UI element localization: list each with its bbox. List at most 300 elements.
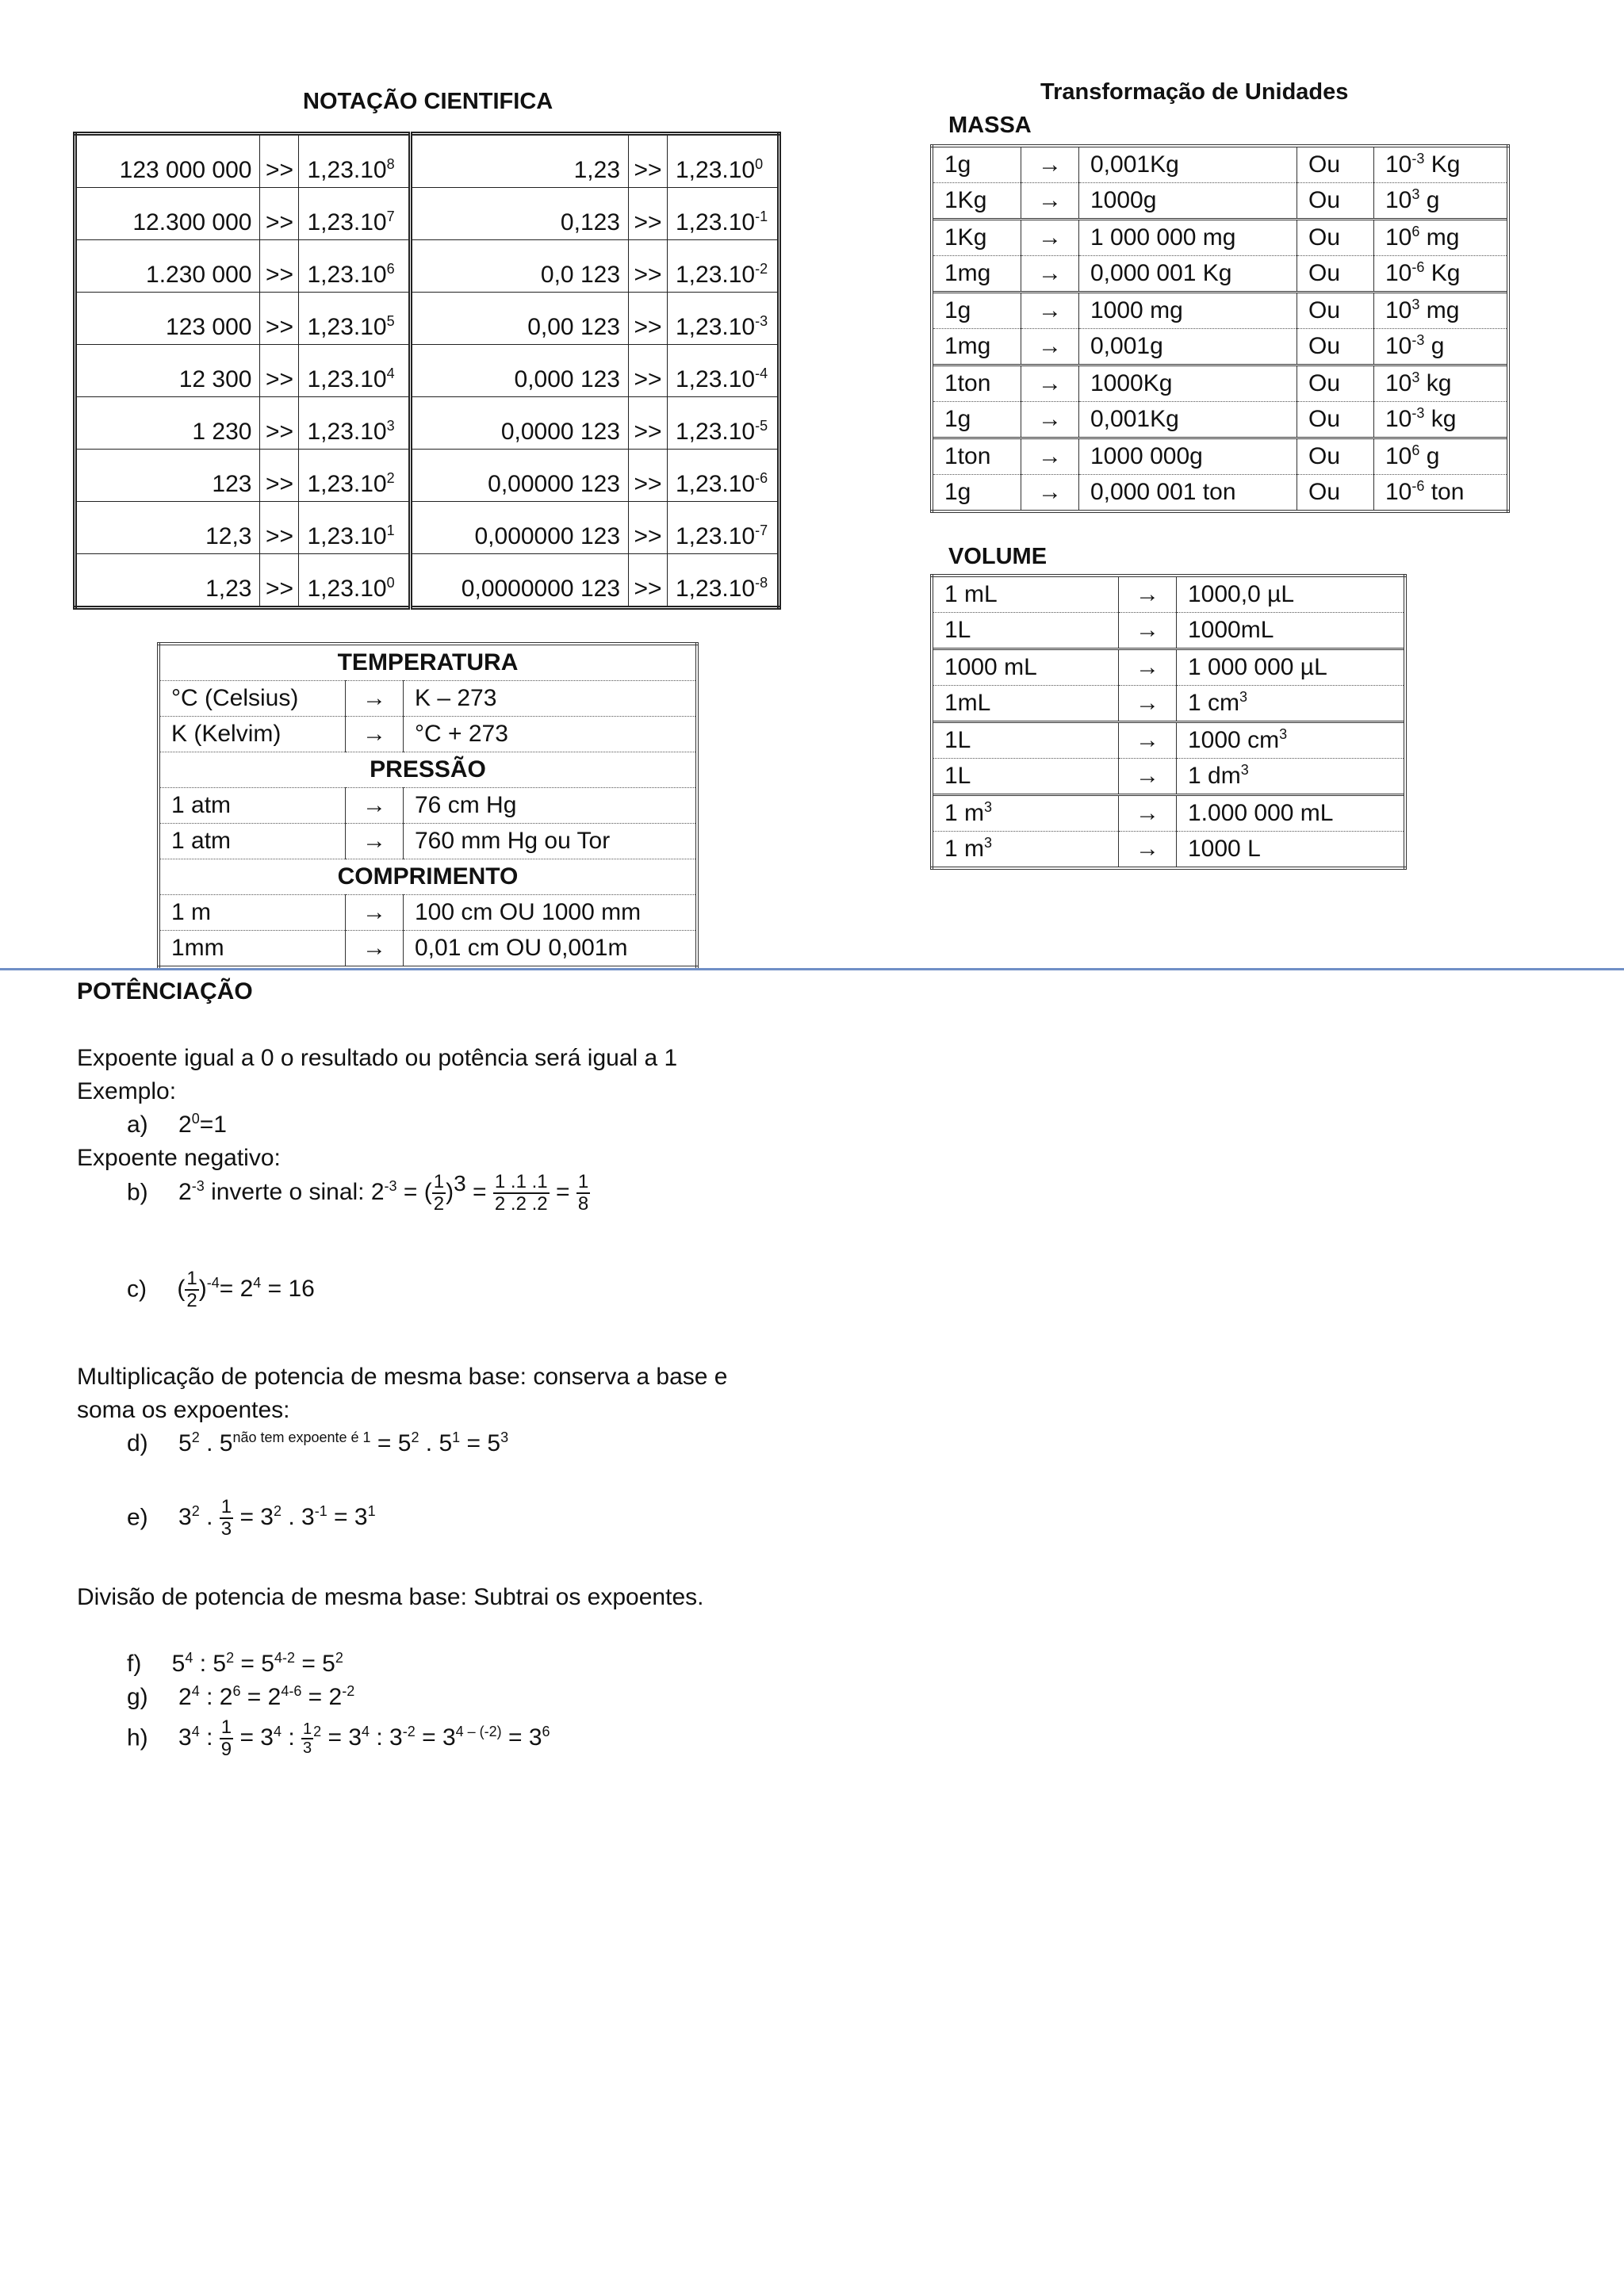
arrow-icon: → bbox=[1021, 475, 1079, 512]
div-rule: Divisão de potencia de mesma base: Subtrai os expoentes. bbox=[77, 1584, 704, 1610]
massa-ou: Ou bbox=[1297, 475, 1374, 512]
power-exp: 3 bbox=[1411, 369, 1420, 385]
sci-row bbox=[75, 345, 779, 397]
massa-ou: Ou bbox=[1297, 220, 1374, 256]
sci-base: 1,23.10 bbox=[307, 157, 387, 183]
sci-decimal: 0,00 123 bbox=[411, 293, 629, 345]
power-exp: -3 bbox=[1411, 151, 1425, 166]
arrow-icon: → bbox=[346, 895, 404, 931]
pressure-to: 760 mm Hg ou Tor bbox=[404, 824, 698, 859]
massa-power bbox=[1374, 329, 1509, 365]
section-divider bbox=[0, 968, 1624, 970]
mult-rule-2: soma os expoentes: bbox=[77, 1397, 290, 1423]
pressure-from: 1 atm bbox=[159, 788, 346, 824]
sci-result bbox=[299, 134, 411, 188]
sci-decimal: 0,0000000 123 bbox=[411, 554, 629, 608]
volume-to bbox=[1177, 576, 1406, 613]
length-from: 1 m bbox=[159, 895, 346, 931]
arrow-icon: → bbox=[346, 717, 404, 752]
massa-from: 1mg bbox=[932, 256, 1021, 293]
massa-ou: Ou bbox=[1297, 329, 1374, 365]
sci-base: 1,23.10 bbox=[676, 262, 756, 288]
volume-to-exp: 3 bbox=[1279, 726, 1288, 742]
sci-base: 1,23.10 bbox=[676, 209, 756, 235]
exp-note: não tem expoente é 1 bbox=[232, 1429, 371, 1445]
sci-row bbox=[75, 134, 779, 188]
power-unit: kg bbox=[1424, 406, 1457, 432]
sci-decimal: 12,3 bbox=[75, 502, 260, 554]
zero-rule: Expoente igual a 0 o resultado ou potência será igual a 1 bbox=[77, 1045, 678, 1071]
sci-decimal: 0,00000 123 bbox=[411, 450, 629, 502]
massa-row bbox=[932, 438, 1508, 475]
power-base: 10 bbox=[1385, 443, 1412, 469]
sci-row bbox=[75, 293, 779, 345]
volume-to-value: 1 000 000 µL bbox=[1188, 654, 1327, 680]
volume-from-value: 1mL bbox=[944, 690, 991, 716]
massa-to: 0,001g bbox=[1079, 329, 1297, 365]
massa-ou: Ou bbox=[1297, 438, 1374, 475]
sci-sep: >> bbox=[629, 397, 668, 450]
length-header: COMPRIMENTO bbox=[159, 859, 697, 895]
pot-title: POTÊNCIAÇÃO bbox=[77, 978, 253, 1004]
sci-result bbox=[668, 240, 779, 293]
sci-decimal: 0,123 bbox=[411, 188, 629, 240]
pressure-from: 1 atm bbox=[159, 824, 346, 859]
item-g: g) $2^4$ : $2^6 = 2^{4-6} = 2^{-2}$ bbox=[127, 1683, 355, 1710]
massa-label: MASSA bbox=[948, 113, 1032, 138]
massa-row bbox=[932, 220, 1508, 256]
sci-exp: 0 bbox=[386, 575, 395, 591]
sci-exp: -2 bbox=[755, 261, 768, 277]
volume-from bbox=[932, 795, 1119, 832]
item-c-marker: c) bbox=[127, 1276, 147, 1303]
temperature-row bbox=[159, 717, 697, 752]
massa-row bbox=[932, 475, 1508, 512]
volume-row bbox=[932, 613, 1405, 649]
sci-row bbox=[75, 502, 779, 554]
power-base: 10 bbox=[1385, 297, 1412, 323]
massa-from: 1Kg bbox=[932, 220, 1021, 256]
sci-decimal: 123 bbox=[75, 450, 260, 502]
power-unit: ton bbox=[1424, 479, 1465, 505]
power-unit: g bbox=[1419, 443, 1440, 469]
volume-from-exp: 3 bbox=[984, 835, 993, 851]
arrow-icon: → bbox=[1119, 722, 1177, 759]
volume-to-value: 1000 cm bbox=[1188, 727, 1280, 753]
sci-sep: >> bbox=[260, 134, 299, 188]
length-header-row bbox=[159, 859, 697, 895]
sci-result bbox=[299, 502, 411, 554]
sci-exp: -4 bbox=[755, 365, 768, 381]
mult-rule-1: Multiplicação de potencia de mesma base: conserva a base e bbox=[77, 1364, 728, 1390]
sci-decimal: 123 000 bbox=[75, 293, 260, 345]
sci-exp: -6 bbox=[755, 470, 768, 486]
temperature-row bbox=[159, 681, 697, 717]
sci-row bbox=[75, 554, 779, 608]
power-base: 10 bbox=[1385, 187, 1412, 213]
power-exp: -3 bbox=[1411, 332, 1425, 348]
sci-sep: >> bbox=[629, 240, 668, 293]
exemplo-label: Exemplo: bbox=[77, 1078, 177, 1104]
sci-decimal: 0,0000 123 bbox=[411, 397, 629, 450]
arrow-icon: → bbox=[1021, 438, 1079, 475]
volume-to-value: 1000mL bbox=[1188, 617, 1274, 643]
arrow-icon: → bbox=[346, 824, 404, 859]
sci-result bbox=[299, 397, 411, 450]
massa-power bbox=[1374, 475, 1509, 512]
volume-from-exp: 3 bbox=[984, 799, 993, 815]
length-row bbox=[159, 931, 697, 968]
item-g-marker: g) bbox=[127, 1684, 148, 1710]
volume-from bbox=[932, 722, 1119, 759]
power-exp: -6 bbox=[1411, 478, 1425, 494]
massa-row bbox=[932, 365, 1508, 402]
sci-exp: -3 bbox=[755, 313, 768, 329]
pressure-row bbox=[159, 788, 697, 824]
temperature-to: °C + 273 bbox=[404, 717, 698, 752]
item-h-marker: h) bbox=[127, 1724, 148, 1751]
volume-to-value: 1000,0 µL bbox=[1188, 581, 1295, 607]
sci-exp: 0 bbox=[755, 156, 764, 172]
temp-press-length-table bbox=[157, 642, 699, 969]
sci-sep: >> bbox=[629, 450, 668, 502]
sci-result bbox=[668, 188, 779, 240]
massa-power bbox=[1374, 365, 1509, 402]
massa-to: 0,001Kg bbox=[1079, 146, 1297, 183]
massa-row bbox=[932, 402, 1508, 438]
arrow-icon: → bbox=[1021, 402, 1079, 438]
pressure-header: PRESSÃO bbox=[159, 752, 697, 788]
arrow-icon: → bbox=[1119, 613, 1177, 649]
sci-result bbox=[299, 240, 411, 293]
sci-exp: 2 bbox=[386, 470, 395, 486]
sci-result bbox=[668, 397, 779, 450]
power-exp: 3 bbox=[1411, 297, 1420, 312]
length-row bbox=[159, 895, 697, 931]
sci-row bbox=[75, 188, 779, 240]
volume-from bbox=[932, 832, 1119, 869]
sci-result bbox=[668, 134, 779, 188]
sci-base: 1,23.10 bbox=[307, 419, 387, 445]
massa-to: 0,000 001 Kg bbox=[1079, 256, 1297, 293]
sci-base: 1,23.10 bbox=[307, 523, 387, 549]
sci-exp: 3 bbox=[386, 418, 395, 434]
sci-sep: >> bbox=[260, 293, 299, 345]
sci-row bbox=[75, 240, 779, 293]
sci-result bbox=[299, 345, 411, 397]
volume-row bbox=[932, 759, 1405, 795]
sci-sep: >> bbox=[629, 134, 668, 188]
sci-result bbox=[668, 450, 779, 502]
volume-to-value: 1 dm bbox=[1188, 763, 1241, 789]
neg-rule: Expoente negativo: bbox=[77, 1145, 281, 1171]
massa-power bbox=[1374, 146, 1509, 183]
sci-base: 1,23.10 bbox=[676, 157, 756, 183]
sci-result bbox=[299, 554, 411, 608]
item-a: a) $2^0=1$ bbox=[127, 1111, 227, 1138]
massa-to: 0,001Kg bbox=[1079, 402, 1297, 438]
massa-from: 1g bbox=[932, 146, 1021, 183]
sci-exp: 8 bbox=[386, 156, 395, 172]
power-exp: 6 bbox=[1411, 442, 1420, 458]
arrow-icon: → bbox=[1021, 293, 1079, 329]
volume-to bbox=[1177, 613, 1406, 649]
item-b-marker: b) bbox=[127, 1179, 148, 1206]
power-exp: 6 bbox=[1411, 224, 1420, 239]
volume-from bbox=[932, 759, 1119, 795]
sci-exp: 6 bbox=[386, 261, 395, 277]
massa-ou: Ou bbox=[1297, 402, 1374, 438]
sci-base: 1,23.10 bbox=[676, 314, 756, 340]
volume-to bbox=[1177, 795, 1406, 832]
massa-from: 1mg bbox=[932, 329, 1021, 365]
sci-decimal: 123 000 000 bbox=[75, 134, 260, 188]
temperature-from: K (Kelvim) bbox=[159, 717, 346, 752]
power-exp: -6 bbox=[1411, 259, 1425, 275]
item-h: h) $3^4$ : $\frac{1}{9}$ = $3^4$ : $\frac{1}{3}$ $^2 = 3^4$ : $3^{-2} = 3^{4 - (-2)} = 3^6$ bbox=[127, 1716, 550, 1761]
item-c: c) ( $\frac{1}{2}$ )$^{-4}= 2^4 = 16$ bbox=[127, 1268, 315, 1312]
item-d: d) $5^2$ . $5^{não tem expoente é 1} = 5^2$ . $5^1 = 5^3$ bbox=[127, 1429, 509, 1456]
massa-from: 1ton bbox=[932, 365, 1021, 402]
sci-base: 1,23.10 bbox=[307, 314, 387, 340]
volume-from-value: 1 m bbox=[944, 836, 985, 862]
massa-from: 1g bbox=[932, 475, 1021, 512]
sci-base: 1,23.10 bbox=[676, 523, 756, 549]
sci-sep: >> bbox=[629, 345, 668, 397]
sci-base: 1,23.10 bbox=[676, 576, 756, 602]
sci-exp: -5 bbox=[755, 418, 768, 434]
volume-label: VOLUME bbox=[948, 544, 1048, 569]
pressure-to: 76 cm Hg bbox=[404, 788, 698, 824]
arrow-icon: → bbox=[1021, 220, 1079, 256]
massa-ou: Ou bbox=[1297, 146, 1374, 183]
volume-to-value: 1.000 000 mL bbox=[1188, 800, 1334, 826]
volume-to bbox=[1177, 832, 1406, 869]
power-unit: Kg bbox=[1424, 260, 1461, 286]
massa-to: 1000 mg bbox=[1079, 293, 1297, 329]
massa-ou: Ou bbox=[1297, 293, 1374, 329]
sci-sep: >> bbox=[260, 554, 299, 608]
power-unit: g bbox=[1419, 187, 1440, 213]
volume-to bbox=[1177, 686, 1406, 722]
volume-to-value: 1 cm bbox=[1188, 690, 1240, 716]
volume-from-value: 1 mL bbox=[944, 581, 998, 607]
massa-to: 0,000 001 ton bbox=[1079, 475, 1297, 512]
sci-decimal: 12.300 000 bbox=[75, 188, 260, 240]
massa-to: 1000 000g bbox=[1079, 438, 1297, 475]
power-unit: kg bbox=[1419, 370, 1452, 396]
sci-sep: >> bbox=[260, 397, 299, 450]
arrow-icon: → bbox=[1021, 329, 1079, 365]
massa-from: 1ton bbox=[932, 438, 1021, 475]
temperature-header-row bbox=[159, 644, 697, 681]
power-base: 10 bbox=[1385, 406, 1412, 432]
temperature-to: K – 273 bbox=[404, 681, 698, 717]
arrow-icon: → bbox=[346, 681, 404, 717]
massa-power bbox=[1374, 220, 1509, 256]
sci-sep: >> bbox=[629, 502, 668, 554]
massa-row bbox=[932, 256, 1508, 293]
massa-ou: Ou bbox=[1297, 183, 1374, 220]
arrow-icon: → bbox=[1119, 576, 1177, 613]
arrow-icon: → bbox=[1119, 795, 1177, 832]
power-exp: 3 bbox=[1411, 186, 1420, 202]
massa-row bbox=[932, 146, 1508, 183]
arrow-icon: → bbox=[1119, 759, 1177, 795]
volume-to bbox=[1177, 759, 1406, 795]
power-unit: mg bbox=[1419, 224, 1460, 251]
item-f: f) $5^4$ : $5^2 = 5^{4-2} = 5^2$ bbox=[127, 1650, 343, 1677]
item-f-marker: f) bbox=[127, 1651, 142, 1677]
massa-power bbox=[1374, 438, 1509, 475]
arrow-icon: → bbox=[1021, 256, 1079, 293]
sci-base: 1,23.10 bbox=[307, 366, 387, 392]
sci-sep: >> bbox=[629, 188, 668, 240]
massa-to: 1 000 000 mg bbox=[1079, 220, 1297, 256]
massa-from: 1g bbox=[932, 402, 1021, 438]
pressure-header-row bbox=[159, 752, 697, 788]
sci-result bbox=[668, 502, 779, 554]
sci-exp: 7 bbox=[386, 209, 395, 224]
sci-base: 1,23.10 bbox=[307, 209, 387, 235]
sci-base: 1,23.10 bbox=[676, 419, 756, 445]
volume-to bbox=[1177, 722, 1406, 759]
sci-sep: >> bbox=[260, 345, 299, 397]
sci-base: 1,23.10 bbox=[676, 471, 756, 497]
massa-ou: Ou bbox=[1297, 365, 1374, 402]
sci-exp: 5 bbox=[386, 313, 395, 329]
massa-power bbox=[1374, 293, 1509, 329]
volume-row bbox=[932, 722, 1405, 759]
sci-exp: -7 bbox=[755, 522, 768, 538]
power-base: 10 bbox=[1385, 224, 1412, 251]
sci-base: 1,23.10 bbox=[307, 471, 387, 497]
arrow-icon: → bbox=[1021, 183, 1079, 220]
temperature-from: °C (Celsius) bbox=[159, 681, 346, 717]
power-base: 10 bbox=[1385, 479, 1412, 505]
arrow-icon: → bbox=[1021, 365, 1079, 402]
invert-text: inverte o sinal: bbox=[211, 1179, 365, 1206]
sci-decimal: 1.230 000 bbox=[75, 240, 260, 293]
item-d-marker: d) bbox=[127, 1430, 148, 1456]
length-to: 100 cm OU 1000 mm bbox=[404, 895, 698, 931]
volume-from bbox=[932, 686, 1119, 722]
arrow-icon: → bbox=[346, 931, 404, 968]
sci-decimal: 1 230 bbox=[75, 397, 260, 450]
volume-from-value: 1L bbox=[944, 617, 971, 643]
power-unit: mg bbox=[1419, 297, 1460, 323]
volume-from-value: 1000 mL bbox=[944, 654, 1037, 680]
massa-to: 1000Kg bbox=[1079, 365, 1297, 402]
volume-to-exp: 3 bbox=[1239, 689, 1248, 705]
power-base: 10 bbox=[1385, 151, 1412, 178]
sci-decimal: 1,23 bbox=[411, 134, 629, 188]
item-a-marker: a) bbox=[127, 1112, 148, 1138]
sci-exp: 4 bbox=[386, 365, 395, 381]
volume-table bbox=[930, 574, 1407, 870]
item-b: b) $2^{-3}$ inverte o sinal: $2^{-3}$ = ( $\frac{1}{2}$ )$^3$ = $\frac{1 .1 .1}{2 .2 .2}$ = $\frac{1}{8}$ bbox=[127, 1171, 589, 1215]
scientific-notation-table bbox=[73, 132, 781, 610]
volume-from bbox=[932, 576, 1119, 613]
sci-base: 1,23.10 bbox=[307, 262, 387, 288]
sci-decimal: 0,0 123 bbox=[411, 240, 629, 293]
power-unit: Kg bbox=[1424, 151, 1461, 178]
volume-from bbox=[932, 649, 1119, 686]
power-base: 10 bbox=[1385, 260, 1412, 286]
volume-row bbox=[932, 576, 1405, 613]
sci-row bbox=[75, 397, 779, 450]
sci-base: 1,23.10 bbox=[676, 366, 756, 392]
pressure-row bbox=[159, 824, 697, 859]
length-to: 0,01 cm OU 0,001m bbox=[404, 931, 698, 968]
temperature-header: TEMPERATURA bbox=[159, 644, 697, 681]
massa-power bbox=[1374, 183, 1509, 220]
massa-to: 1000g bbox=[1079, 183, 1297, 220]
sci-result bbox=[668, 293, 779, 345]
massa-row bbox=[932, 293, 1508, 329]
item-e-marker: e) bbox=[127, 1504, 148, 1531]
power-base: 10 bbox=[1385, 333, 1412, 359]
sci-exp: -1 bbox=[755, 209, 768, 224]
power-unit: g bbox=[1424, 333, 1445, 359]
arrow-icon: → bbox=[1021, 146, 1079, 183]
units-title: Transformação de Unidades bbox=[1040, 79, 1349, 105]
sci-exp: 1 bbox=[386, 522, 395, 538]
volume-to-value: 1000 L bbox=[1188, 836, 1261, 862]
sci-decimal: 0,000000 123 bbox=[411, 502, 629, 554]
sci-sep: >> bbox=[260, 240, 299, 293]
arrow-icon: → bbox=[346, 788, 404, 824]
sci-decimal: 0,000 123 bbox=[411, 345, 629, 397]
sci-sep: >> bbox=[260, 502, 299, 554]
massa-power bbox=[1374, 402, 1509, 438]
item-e: e) $3^2$ . $\frac{1}{3}$ = $3^2$ . $3^{-1} = 3^1$ bbox=[127, 1496, 376, 1540]
sci-sep: >> bbox=[260, 188, 299, 240]
sci-exp: -8 bbox=[755, 575, 768, 591]
massa-from: 1Kg bbox=[932, 183, 1021, 220]
sci-result bbox=[299, 188, 411, 240]
length-from: 1mm bbox=[159, 931, 346, 968]
volume-row bbox=[932, 795, 1405, 832]
massa-power bbox=[1374, 256, 1509, 293]
sci-row bbox=[75, 450, 779, 502]
sci-result bbox=[668, 554, 779, 608]
arrow-icon: → bbox=[1119, 649, 1177, 686]
volume-from bbox=[932, 613, 1119, 649]
sci-base: 1,23.10 bbox=[307, 576, 387, 602]
sci-result bbox=[299, 293, 411, 345]
massa-ou: Ou bbox=[1297, 256, 1374, 293]
sci-sep: >> bbox=[629, 293, 668, 345]
volume-row bbox=[932, 832, 1405, 869]
sci-sep: >> bbox=[260, 450, 299, 502]
sci-decimal: 12 300 bbox=[75, 345, 260, 397]
sci-sep: >> bbox=[629, 554, 668, 608]
volume-to-exp: 3 bbox=[1240, 762, 1249, 778]
volume-row bbox=[932, 649, 1405, 686]
power-base: 10 bbox=[1385, 370, 1412, 396]
massa-row bbox=[932, 183, 1508, 220]
massa-from: 1g bbox=[932, 293, 1021, 329]
arrow-icon: → bbox=[1119, 832, 1177, 869]
sci-result bbox=[299, 450, 411, 502]
volume-to bbox=[1177, 649, 1406, 686]
massa-table bbox=[930, 144, 1510, 513]
sci-title: NOTAÇÃO CIENTIFICA bbox=[303, 89, 553, 114]
arrow-icon: → bbox=[1119, 686, 1177, 722]
volume-from-value: 1L bbox=[944, 763, 971, 789]
power-exp: -3 bbox=[1411, 405, 1425, 421]
